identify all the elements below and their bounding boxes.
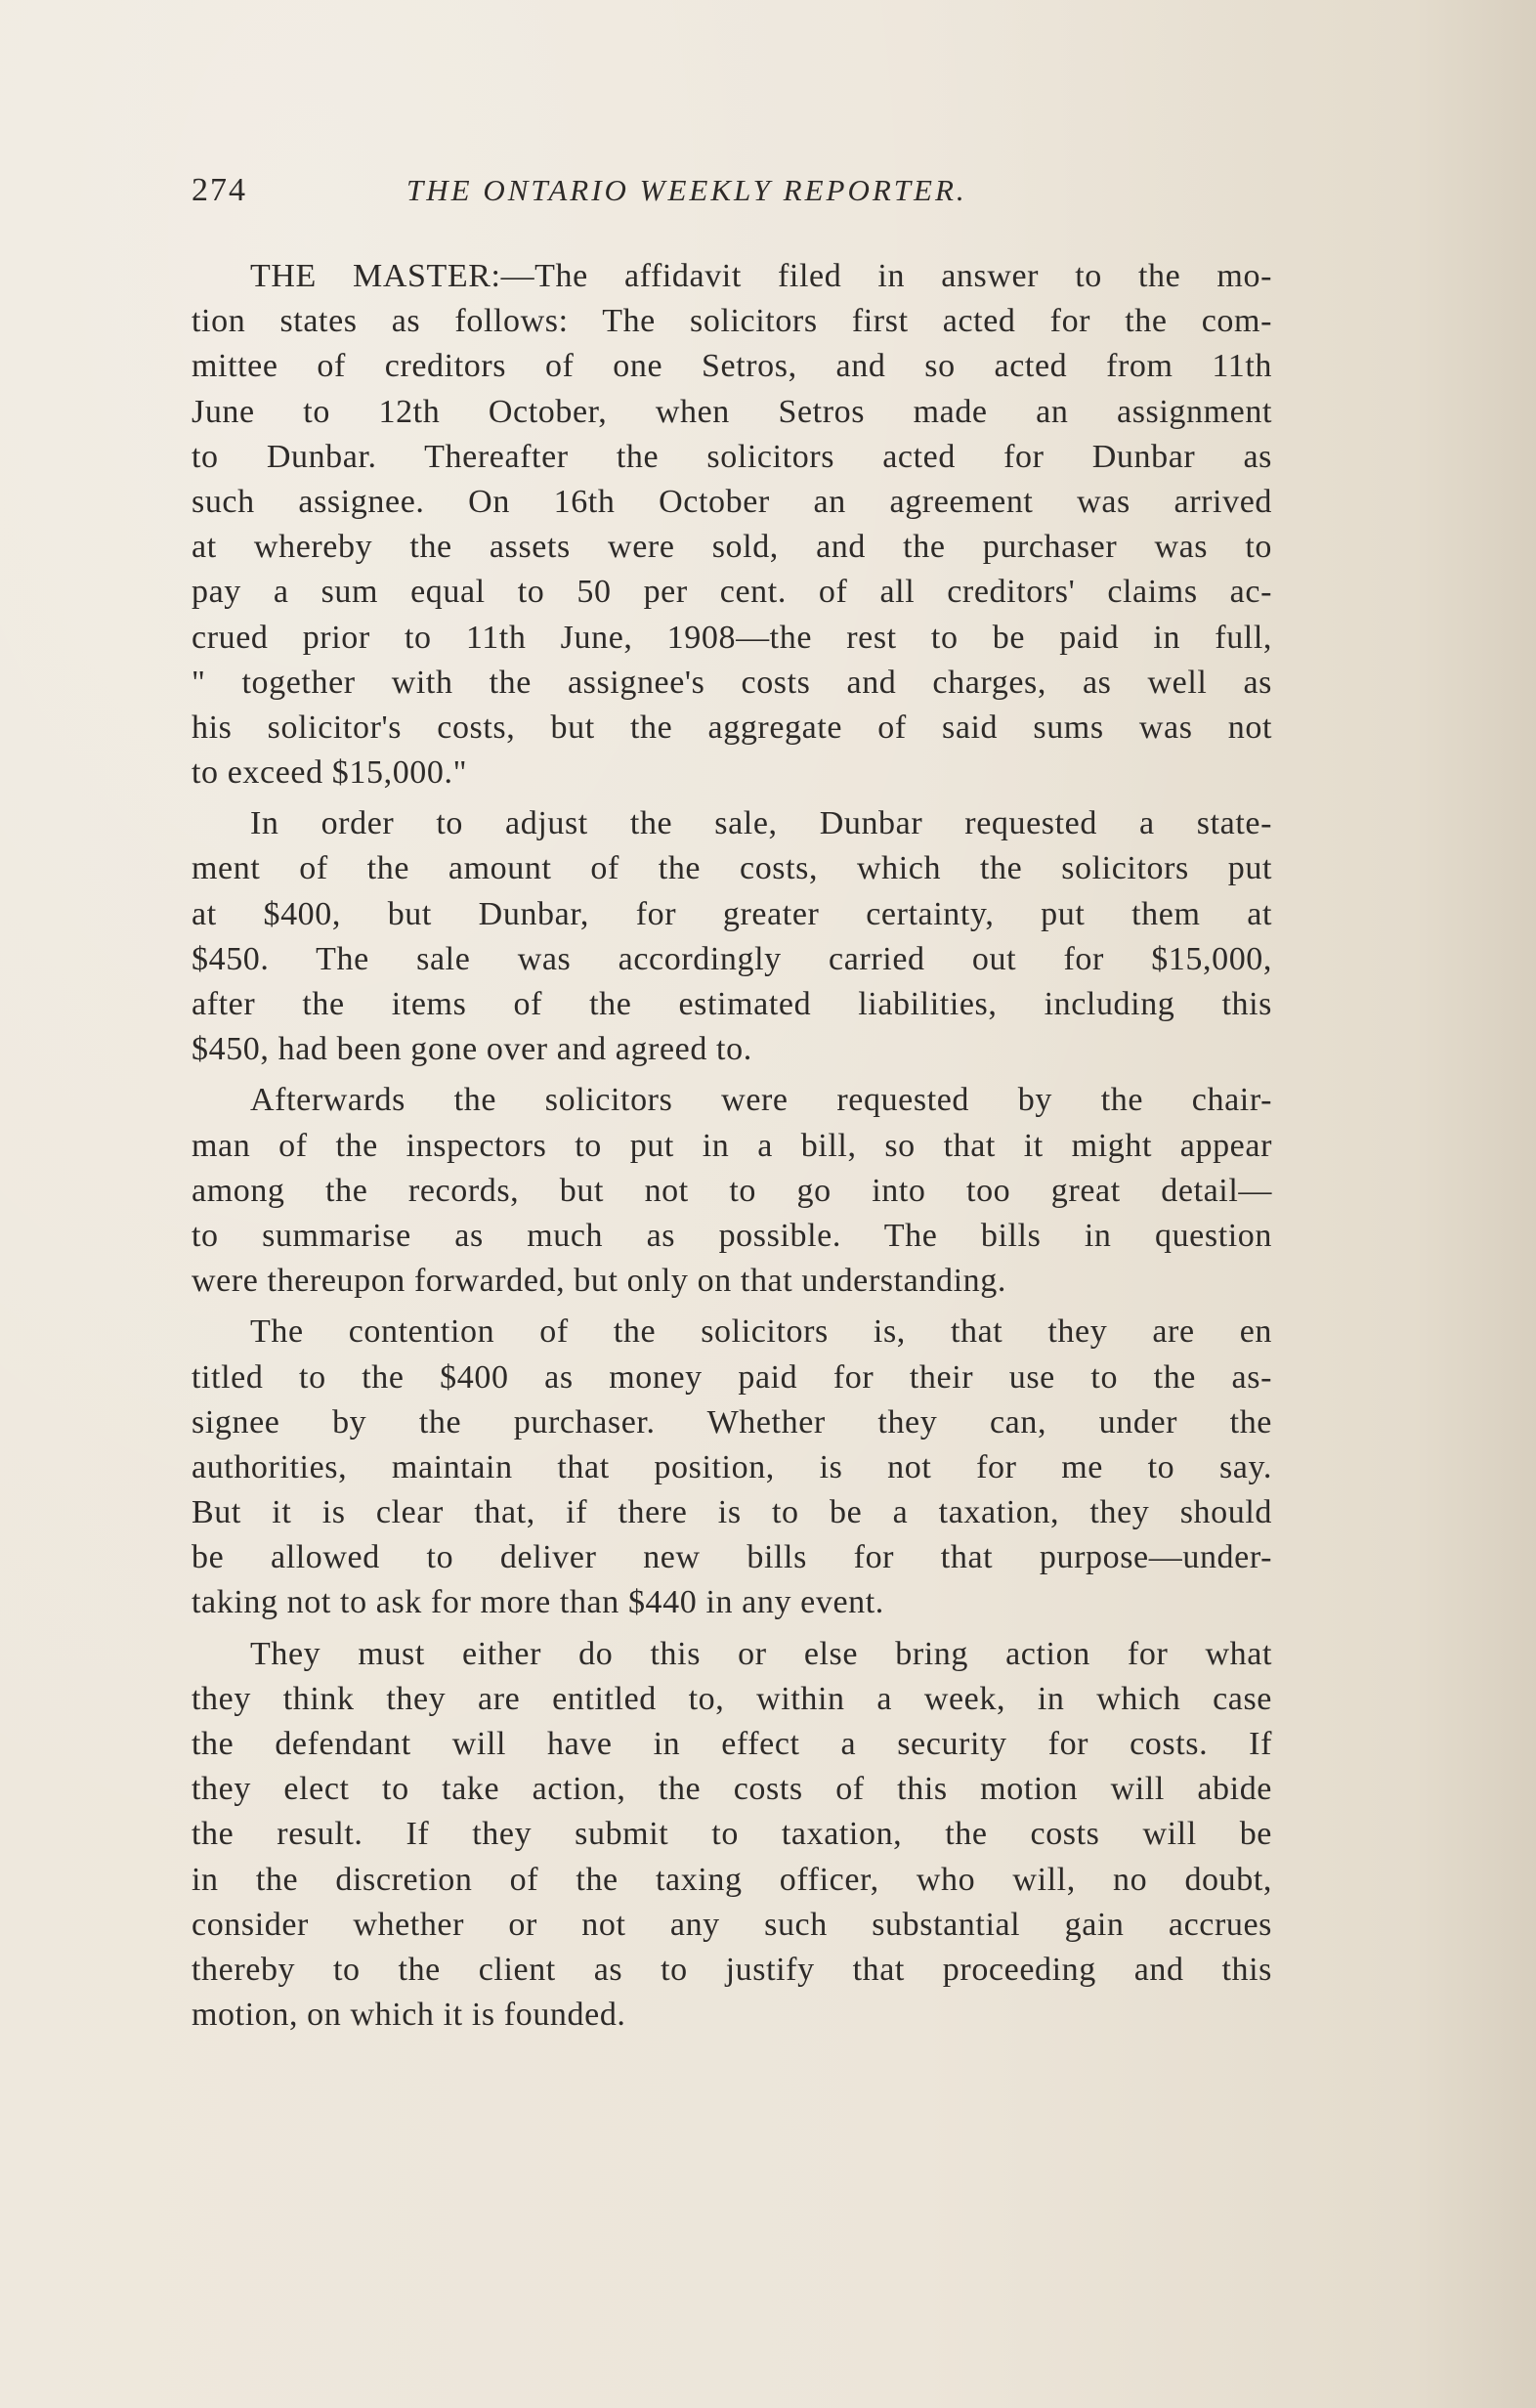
text-line: titled to the $400 as money paid for their use to the as-: [192, 1358, 1272, 1396]
page-header: [192, 172, 1266, 215]
text-line: taking not to ask for more than $440 in any event.: [192, 1584, 884, 1621]
text-line: pay a sum equal to 50 per cent. of all creditors' claims ac-: [192, 574, 1272, 611]
text-line: at whereby the assets were sold, and the purchaser was to: [192, 529, 1272, 566]
text-line: be allowed to deliver new bills for that purpose—under-: [192, 1539, 1272, 1576]
text-line: to exceed $15,000.": [192, 754, 468, 792]
text-line: crued prior to 11th June, 1908—the rest to be paid in full,: [192, 619, 1272, 656]
page-number: 274: [192, 172, 247, 208]
running-title: THE ONTARIO WEEKLY REPORTER.: [406, 173, 967, 207]
text-line: his solicitor's costs, but the aggregate of said sums was not: [192, 709, 1272, 746]
text-line: motion, on which it is founded.: [192, 1997, 626, 2034]
text-line: consider whether or not any such substantial gain accrues: [192, 1906, 1272, 1943]
text-line: were thereupon forwarded, but only on that understanding.: [192, 1263, 1006, 1300]
text-line: signee by the purchaser. Whether they can, under the: [192, 1403, 1272, 1440]
text-line: $450, had been gone over and agreed to.: [192, 1031, 752, 1068]
text-line: to Dunbar. Thereafter the solicitors acted for Dunbar as: [192, 438, 1272, 475]
text-line: thereby to the client as to justify that proceeding and this: [192, 1951, 1272, 1988]
text-line: June to 12th October, when Setros made an assignment: [192, 393, 1272, 430]
text-line: in the discretion of the taxing officer, who will, no doubt,: [192, 1861, 1272, 1898]
text-line: ment of the amount of the costs, which the solicitors put: [192, 850, 1272, 887]
paragraph-order: [192, 1632, 1272, 2039]
paragraph-master-statement: [192, 254, 1272, 796]
text-line: at $400, but Dunbar, for greater certainty, put them at: [192, 895, 1272, 932]
text-line: such assignee. On 16th October an agreement was arrived: [192, 483, 1272, 520]
body-text: [192, 254, 1272, 2043]
text-line: tion states as follows: The solicitors first acted for the com-: [192, 303, 1272, 340]
text-line: after the items of the estimated liabilities, including this: [192, 986, 1272, 1022]
text-line: mittee of creditors of one Setros, and so acted from 11th: [192, 348, 1272, 385]
text-line: man of the inspectors to put in a bill, so that it might appear: [192, 1127, 1272, 1164]
paragraph-sale-adjustment: [192, 801, 1272, 1072]
text-line: to summarise as much as possible. The bills in question: [192, 1217, 1272, 1254]
text-line: Afterwards the solicitors were requested by the chair-: [250, 1082, 1272, 1119]
text-line: they think they are entitled to, within a week, in which case: [192, 1680, 1272, 1717]
text-line: the result. If they submit to taxation, the costs will be: [192, 1816, 1272, 1853]
text-line: The contention of the solicitors is, that they are en: [250, 1313, 1272, 1351]
paragraph-bills-request: [192, 1078, 1272, 1304]
text-line: But it is clear that, if there is to be a taxation, they should: [192, 1494, 1272, 1531]
paragraph-contention: [192, 1310, 1272, 1625]
text-line: THE MASTER:—The affidavit filed in answer to the mo-: [250, 258, 1272, 294]
text-line: authorities, maintain that position, is not for me to say.: [192, 1448, 1272, 1485]
text-line: In order to adjust the sale, Dunbar requested a state-: [250, 805, 1272, 842]
text-line: they elect to take action, the costs of this motion will abide: [192, 1771, 1272, 1808]
text-line: among the records, but not to go into too great detail—: [192, 1172, 1272, 1209]
text-line: " together with the assignee's costs and charges, as well as: [192, 664, 1272, 701]
text-line: the defendant will have in effect a security for costs. If: [192, 1726, 1272, 1762]
text-line: They must either do this or else bring action for what: [250, 1635, 1272, 1672]
text-line: $450. The sale was accordingly carried out for $15,000,: [192, 940, 1272, 977]
